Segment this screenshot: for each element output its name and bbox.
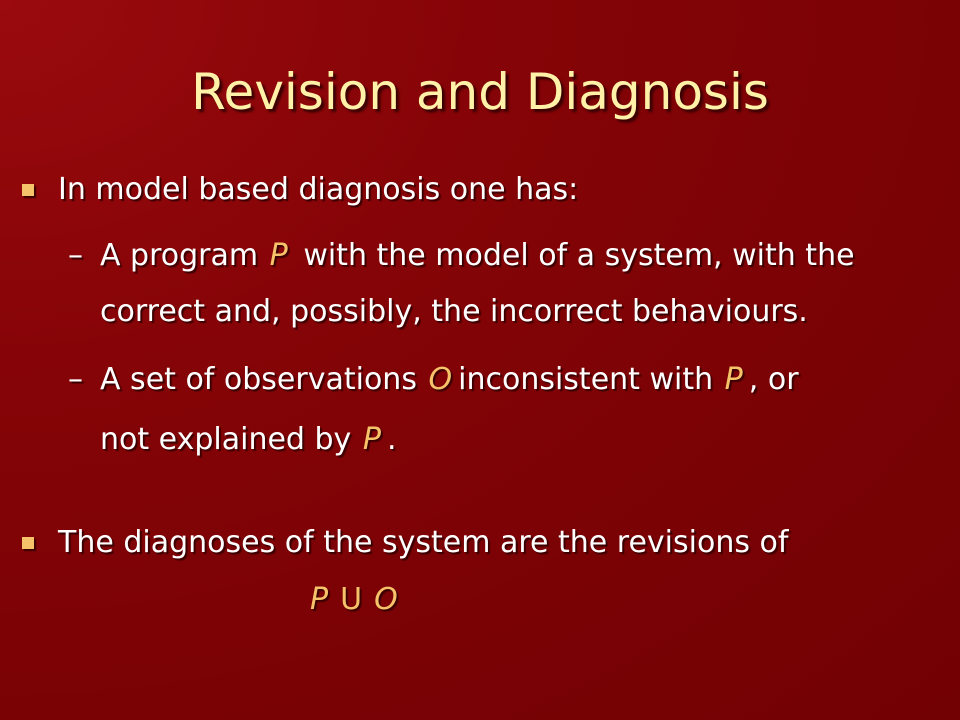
sub-bullet-line	[100, 362, 799, 398]
sub-bullet-text: not explained by	[100, 422, 352, 457]
sub-bullet-text: , or	[748, 362, 799, 397]
sub-bullet-line: correct and, possibly, the incorrect behaviours.	[100, 294, 808, 329]
bullet-text: The diagnoses of the system are the revisions of	[58, 525, 789, 560]
sub-bullet-text: .	[386, 422, 397, 457]
variable-o: O	[428, 362, 453, 397]
variable-p: P	[269, 238, 288, 273]
sub-bullet-line	[100, 238, 855, 274]
sub-bullet-text: A set of observations	[100, 362, 417, 397]
slide-title: Revision and Diagnosis	[191, 63, 769, 121]
bullet-text: In model based diagnosis one has:	[58, 172, 579, 207]
union-operator: U	[340, 582, 363, 617]
square-bullet-icon	[22, 537, 34, 549]
variable-p: P	[310, 582, 329, 617]
formula-p-union-o	[310, 582, 398, 618]
variable-p: P	[724, 362, 743, 397]
variable-p: P	[362, 422, 381, 457]
dash-bullet-icon: –	[68, 362, 83, 397]
square-bullet-icon	[22, 184, 34, 196]
sub-bullet-text: A program	[100, 238, 259, 273]
variable-o: O	[374, 582, 398, 617]
sub-bullet-line	[100, 422, 396, 458]
sub-bullet-text: inconsistent with	[458, 362, 714, 397]
dash-bullet-icon: –	[68, 238, 83, 273]
sub-bullet-text: with the model of a system, with the	[303, 238, 855, 273]
